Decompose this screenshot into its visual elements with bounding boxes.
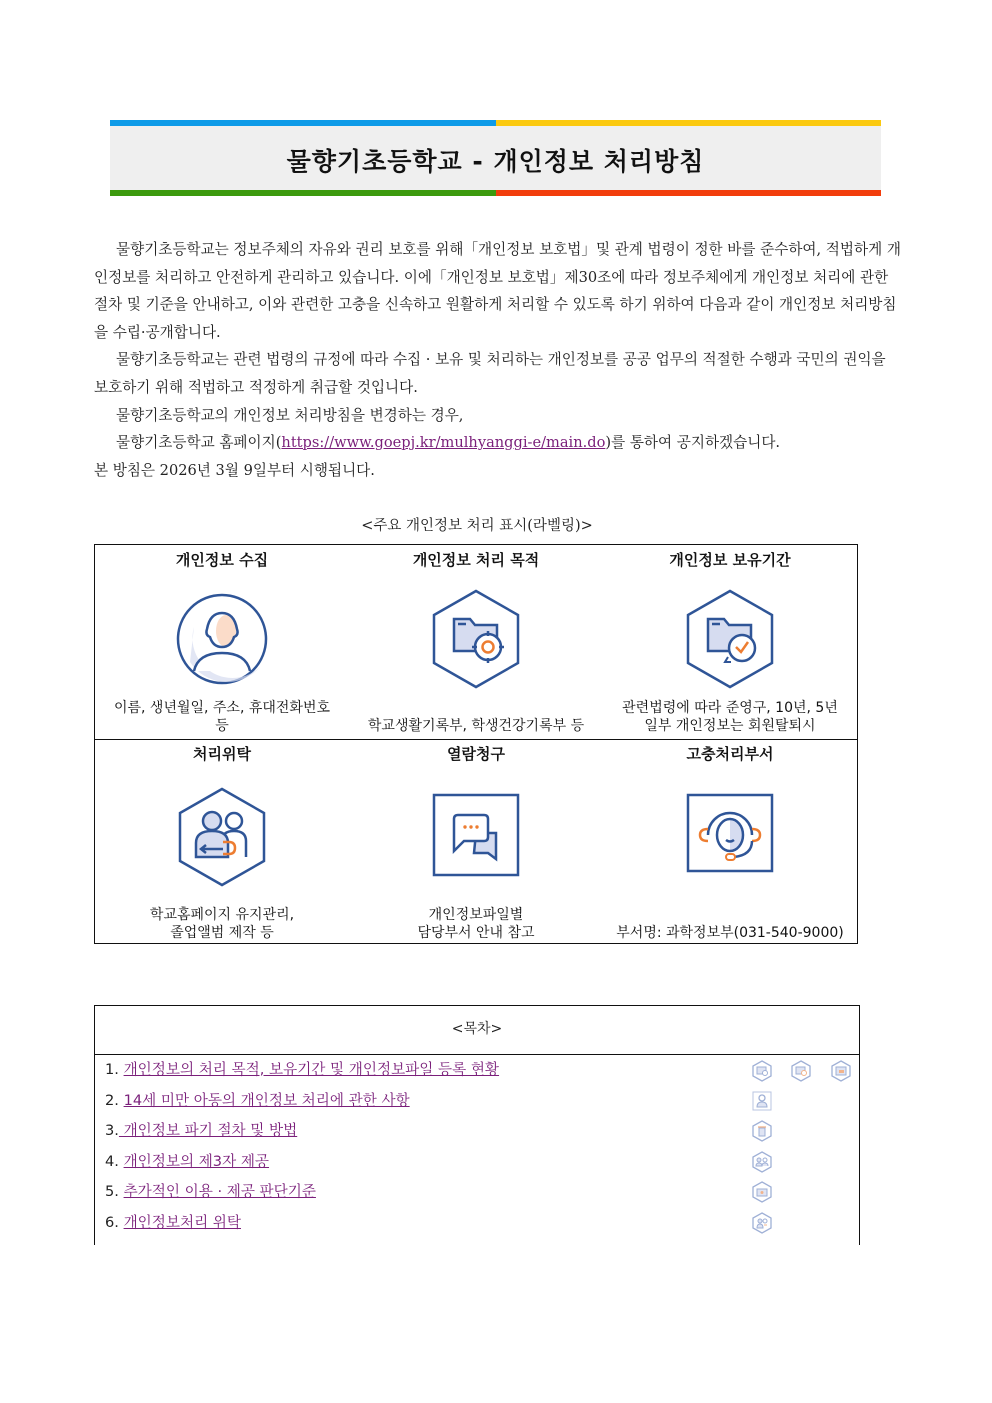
chat-bubbles-icon [424, 785, 528, 889]
toc-num: 6. [105, 1214, 119, 1231]
color-bar-blue [110, 120, 496, 126]
folder-collect-icon[interactable] [751, 1060, 773, 1082]
label-desc: 학교생활기록부, 학생건강기록부 등 [367, 718, 585, 734]
intro-paragraph-3: 물향기초등학교의 개인정보 처리방침을 변경하는 경우, [116, 406, 464, 424]
folder-clock-icon [678, 587, 782, 691]
toc-item-3[interactable] [105, 1120, 297, 1142]
color-bar-green [110, 190, 496, 196]
labeling-table [94, 544, 858, 944]
intro-paragraph-4 [94, 429, 902, 457]
intro-paragraph-2: 물향기초등학교는 관련 법령의 규정에 따라 수집 · 보유 및 처리하는 개인정보를 공공 업무의 적절한 수행과 국민의 권익을 보호하기 위해 적법하고 적정하게 취급할 것입니다. [94, 351, 886, 396]
homepage-link[interactable]: https://www.goepj.kr/mulhyanggi-e/main.do [281, 434, 606, 452]
labeling-caption: <주요 개인정보 처리 표시(라벨링)> [361, 518, 593, 534]
toc-num: 3. [105, 1122, 119, 1139]
label-desc: 학교홈페이지 유지관리, 졸업앨범 제작 등 [149, 907, 295, 941]
toc-link[interactable]: 추가적인 이용 · 제공 판단기준 [123, 1183, 316, 1200]
label-title: 고충처리부서 [686, 745, 774, 763]
toc-num: 2. [105, 1092, 119, 1109]
page-title: 물향기초등학교 - 개인정보 처리방침 [286, 147, 705, 176]
toc-link[interactable]: 개인정보 파기 절차 및 방법 [118, 1122, 298, 1139]
toc-link[interactable]: 개인정보의 제3자 제공 [123, 1153, 270, 1170]
child-icon[interactable] [751, 1090, 773, 1112]
title-banner [110, 120, 881, 196]
person-circle-icon [170, 587, 274, 691]
trash-icon[interactable] [751, 1120, 773, 1142]
label-title: 개인정보 처리 목적 [412, 551, 540, 569]
toc-item-1[interactable] [105, 1059, 499, 1081]
label-desc: 관련법령에 따라 준영구, 10년, 5년 일부 개인정보는 회원탈퇴시 [622, 700, 838, 734]
toc-item-6[interactable] [105, 1212, 241, 1234]
headset-icon [678, 785, 782, 889]
outsourcing-icon[interactable] [751, 1212, 773, 1234]
folder-target-icon [424, 587, 528, 691]
color-bar-yellow [496, 120, 881, 126]
toc-link[interactable]: 개인정보처리 위탁 [123, 1214, 241, 1231]
effective-date: 본 방침은 2026년 3월 9일부터 시행됩니다. [94, 461, 375, 479]
intro-section [94, 236, 902, 484]
homepage-suffix: )를 통하여 공지하겠습니다. [605, 434, 781, 452]
label-desc: 이름, 생년월일, 주소, 휴대전화번호 등 [113, 700, 331, 734]
label-cell-outsourcing [95, 739, 349, 944]
label-cell-access-request [349, 739, 603, 944]
table-of-contents [94, 1005, 860, 1245]
toc-num: 1. [105, 1061, 119, 1078]
additional-use-icon[interactable] [751, 1181, 773, 1203]
label-cell-retention [603, 545, 857, 739]
intro-paragraph-1: 물향기초등학교는 정보주체의 자유와 권리 보호를 위해「개인정보 보호법」및 관계 법령이 정한 바를 준수하여, 적법하게 개인정보를 처리하고 안전하게 관리하고 있습니다. 이에「개인정보 보호법」제30조에 따라 정보주체에게 개인정보 처리에 관한 절차 및 기준을 안내하고, 이와 관련한 고충을 신속하고 원활하게 처리할 수 있도록 하기 위하여 다음과 같이 개인정보 처리방침을 수립·공개합니다. [94, 241, 901, 341]
toc-heading: <목차> [95, 1006, 859, 1055]
folder-retention-icon[interactable] [830, 1060, 852, 1082]
label-title: 개인정보 수집 [175, 551, 269, 569]
homepage-prefix: 물향기초등학교 홈페이지( [116, 434, 282, 452]
label-desc: 부서명: 과학정보부(031-540-9000) [616, 925, 844, 941]
label-cell-grievance-dept [603, 739, 857, 944]
toc-link[interactable]: 개인정보의 처리 목적, 보유기간 및 개인정보파일 등록 현황 [123, 1061, 500, 1078]
people-handover-icon [170, 785, 274, 889]
toc-num: 5. [105, 1183, 119, 1200]
folder-purpose-icon[interactable] [790, 1060, 812, 1082]
label-cell-collection [95, 545, 349, 739]
labeling-row-1 [95, 545, 857, 740]
toc-item-5[interactable] [105, 1181, 316, 1203]
label-desc: 개인정보파일별 담당부서 안내 참고 [417, 907, 535, 941]
label-title: 처리위탁 [193, 745, 251, 763]
toc-item-4[interactable] [105, 1151, 269, 1173]
toc-num: 4. [105, 1153, 119, 1170]
label-title: 열람청구 [447, 745, 505, 763]
label-cell-purpose [349, 545, 603, 739]
toc-item-2[interactable] [105, 1090, 410, 1112]
third-party-icon[interactable] [751, 1151, 773, 1173]
labeling-row-2 [95, 739, 857, 944]
label-title: 개인정보 보유기간 [669, 551, 791, 569]
toc-link[interactable]: 14세 미만 아동의 개인정보 처리에 관한 사항 [123, 1092, 410, 1109]
color-bar-red [496, 190, 881, 196]
